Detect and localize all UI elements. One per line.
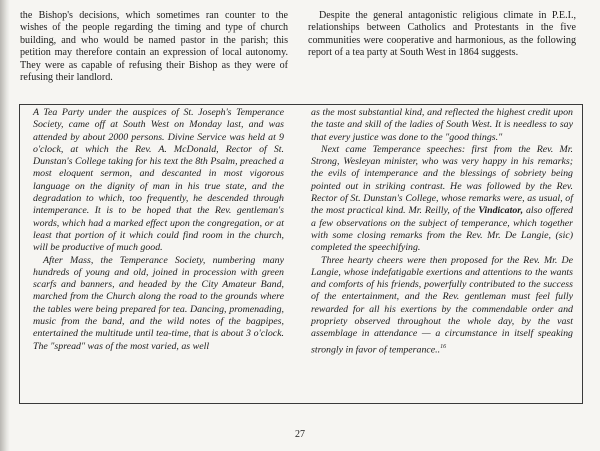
top-right-paragraph: Despite the general antagonistic religious climate in P.E.I., relationships between Catholics and Protestants in the five communities were cooperative and harmonious, as the following report of a tea party at South West in 1864 suggests. — [308, 10, 576, 59]
top-right-column — [308, 10, 576, 60]
quote-left-column — [33, 107, 284, 353]
quote-right-column — [311, 107, 573, 356]
quote-paragraph-3: as the most substantial kind, and reflected the highest credit upon the taste and skill of the ladies of South West. It is needless to say that every justice was done to the "good things." — [311, 107, 573, 143]
page-number: 27 — [295, 429, 305, 440]
newspaper-name: Vindicator, — [478, 205, 524, 217]
top-left-column — [20, 10, 288, 84]
quote-paragraph-2: After Mass, the Temperance Society, numbering many hundreds of young and old, joined in procession with green scarfs and banners, and headed by the City Amateur Band, marched from the Church along the road to the grounds where the tables were being prepared for tea. Dancing, promenading, music from the band, and the wild notes of the bagpipes, entertained the multitude until tea-time, that is about 3 o'clock. The "spread" was of the most varied, as well — [33, 254, 284, 352]
quote-paragraph-4-start: Next came Temperance speeches: first from the Rev. Mr. Strong, Wesleyan minister, who was very happy in his remarks; the evils of intemperance and the blessings of sobriety being pointed out in striking contrast. He was followed by the Rev. Rector of St. Dunstan's College, whose remarks were, as usual, of the most practical kind. Mr. Reilly, of the — [311, 143, 573, 217]
quote-paragraph-5-text: Three hearty cheers were then proposed for the Rev. Mr. De Langie, whose indefatigable exertions and attentions to the wants and comforts of his friends, powerfully contributed to the success of the entertainment, and the Rev. gentleman must feel fully rewarded for all his exertions by the commendable order and propriety observed throughout the whole day, by the vast assemblage in attendance — a circumstance in itself speaking strongly in favor of temperance.. — [311, 254, 573, 355]
quote-paragraph-1: A Tea Party under the auspices of St. Joseph's Temperance Society, came off at South West on Monday last, and was attended by about 2000 persons. Divine Service was held at 9 o'clock, at which the Rev. A. McDonald, Rector of St. Dunstan's College taking for his text the 8th Psalm, preached a most eloquent sermon, and descanted in most vigorous language on the dignity of man in his true state, and the degradation to which, too frequently, he descended through intemperance. It is to be hoped that the Rev. gentleman's words, which had a marked effect upon the congregation, or at least that portion of it which could find room in the church, will be productive of much good. — [33, 107, 284, 254]
top-left-paragraph: the Bishop's decisions, which sometimes ran counter to the wishes of the people regarding the timing and type of church building, and who would be named pastor in the parish; this petition may therefore contain an expression of local autonomy. They were as capable of refusing their Bishop as they were of refusing their landlord. — [20, 10, 288, 84]
gutter-shadow — [0, 0, 10, 451]
quote-paragraph-5 — [311, 255, 573, 357]
quote-paragraph-4 — [311, 144, 573, 255]
footnote-reference: 16 — [440, 343, 447, 350]
quote-paragraph-4-end: also offered a few observations on the subject of temperance, which together with some closing remarks from the Rev. Mr. De Langie, (sic) completed the speechifying. — [311, 205, 573, 254]
